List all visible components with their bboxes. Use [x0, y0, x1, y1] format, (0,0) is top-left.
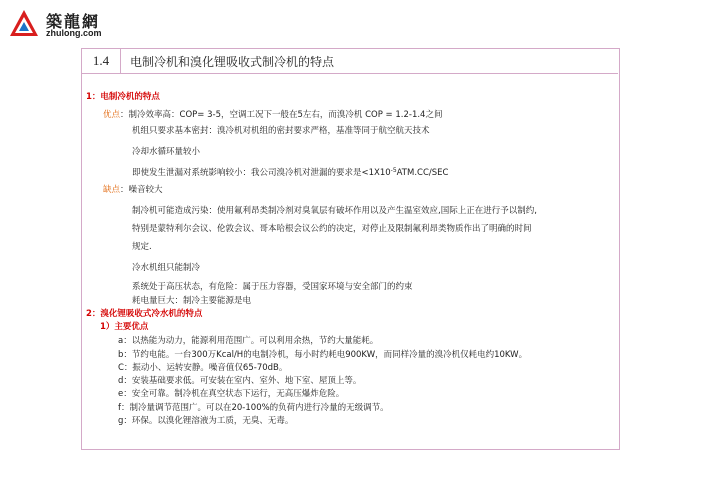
cons-line-6: 系统处于高压状态，有危险：属于压力容器，受国家环境与安全部门的约束 [132, 282, 413, 292]
pros-line-4 [132, 165, 448, 179]
zhulong-logo [6, 6, 126, 42]
section2-heading: 2：溴化锂吸收式冷水机的特点 [86, 309, 203, 319]
pros-line-4-unit: ATM.CC/SEC [396, 168, 449, 178]
logo-mark-icon [8, 8, 40, 40]
advantage-item: b：节约电能。一台300万Kcal/H的电制冷机，每小时约耗电900KW，而同样冷量的溴冷机仅耗电约10KW。 [118, 350, 528, 360]
pros-line-4-text: 即使发生泄漏对系统影响较小：我公司溴冷机对泄漏的要求是<1X10 [132, 168, 391, 178]
slide-title: 电制冷机和溴化锂吸收式制冷机的特点 [130, 55, 335, 69]
cons-line-1: ：噪音较大 [120, 185, 163, 195]
advantage-item: e：安全可靠。制冷机在真空状态下运行，无高压爆炸危险。 [118, 389, 345, 399]
pros-line-3: 冷却水循环量较小 [132, 147, 201, 157]
title-cell [121, 49, 618, 74]
section1-heading: 1：电制冷机的特点 [86, 92, 160, 102]
logo-text-cn: 築龍網 [46, 12, 101, 31]
cons-row [103, 184, 163, 196]
pros-line-1: ：制冷效率高：COP= 3-5，空调工况下一般在5左右，而溴冷机 COP = 1.2-1.4之间 [120, 110, 443, 120]
cons-line-4: 规定. [132, 242, 152, 252]
advantage-item: f：制冷量调节范围广。可以在20-100%的负荷内进行冷量的无级调节。 [118, 403, 389, 413]
cons-line-2: 制冷机可能造成污染：使用氟利昂类制冷剂对臭氧层有破坏作用以及产生温室效应,国际上正在进行予以制约, [132, 206, 537, 216]
pros-label: 优点 [103, 110, 121, 120]
cons-label: 缺点 [103, 185, 121, 195]
advantage-item: d：安装基础要求低。可安装在室内、室外、地下室、屋顶上等。 [118, 376, 362, 386]
logo-text-domain: zhulong.com [46, 28, 102, 38]
pros-line-2: 机组只要求基本密封：溴冷机对机组的密封要求严格，基准等同于航空航天技术 [132, 126, 430, 136]
cons-line-5: 冷水机组只能制冷 [132, 263, 201, 273]
section2-subheading: 1）主要优点 [100, 322, 149, 332]
advantage-item: a：以热能为动力，能源利用范围广。可以利用余热，节约大量能耗。 [118, 336, 379, 346]
advantage-item: g：环保。以溴化锂溶液为工质，无臭、无毒。 [118, 416, 294, 426]
section-number: 1.4 [82, 49, 121, 74]
cons-line-3: 特别是蒙特利尔会议、伦敦会议、哥本哈根会议公约的决定，对停止及限制氟利昂类物质作出了明确的时间 [132, 224, 532, 234]
cons-line-7: 耗电量巨大：制冷主要能源是电 [132, 296, 252, 306]
pros-row [103, 109, 442, 121]
advantage-item: C：振动小、运转安静。噪音值仅65-70dB。 [118, 363, 288, 373]
pros-line-4-exponent: -5 [390, 167, 397, 174]
